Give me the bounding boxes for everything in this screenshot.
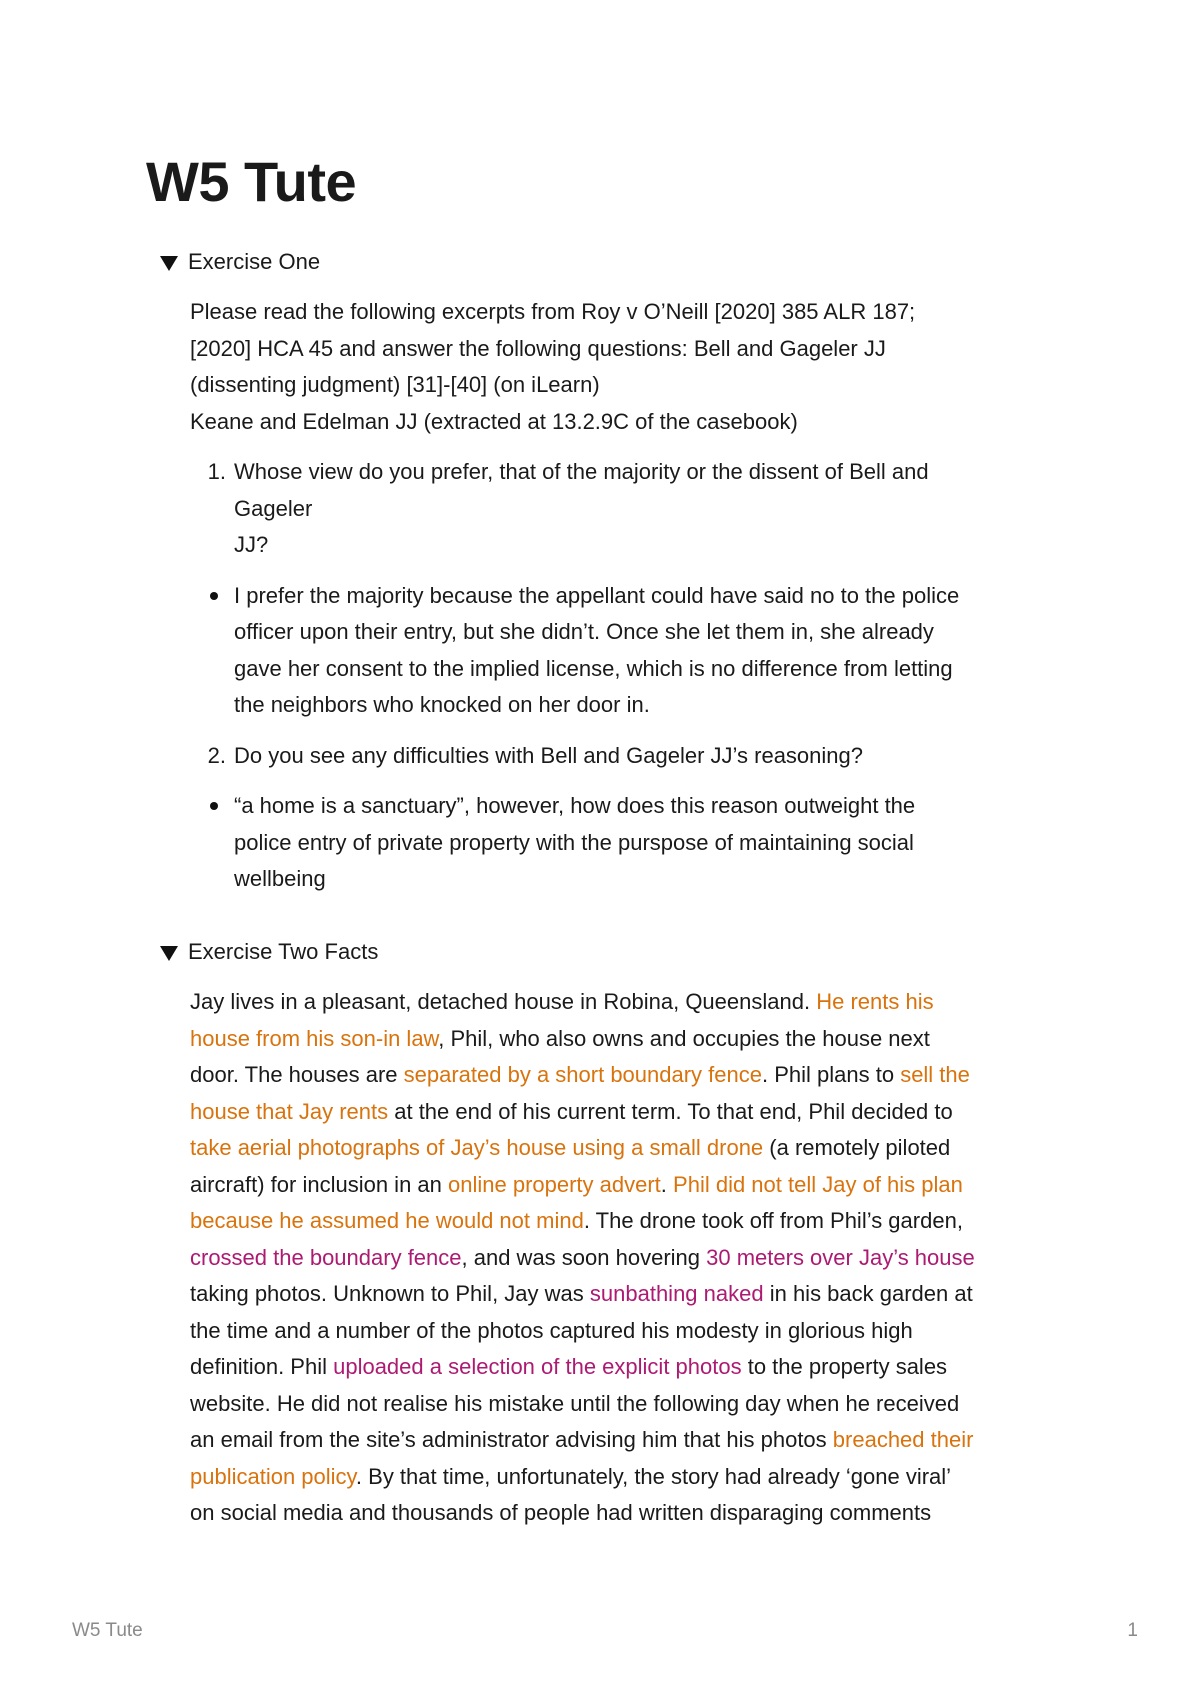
list-number: 2. — [207, 742, 226, 768]
highlighted-text: He rents his — [816, 989, 934, 1014]
facts-text: definition. Phil — [190, 1354, 334, 1379]
answer-2 — [190, 788, 1060, 898]
facts-text: door. The houses are — [190, 1062, 404, 1087]
highlighted-text: 30 meters over Jay’s house — [706, 1244, 975, 1270]
intro-line: Keane and Edelman JJ (extracted at 13.2.9C of the casebook) — [190, 408, 798, 434]
highlighted-text: crossed the boundary fence — [190, 1244, 462, 1270]
question-text: Do you see any difficulties with Bell and Gageler JJ’s reasoning? — [234, 742, 863, 768]
facts-line — [190, 1021, 1060, 1058]
toggle-triangle-icon[interactable] — [160, 256, 178, 271]
intro-paragraph — [190, 294, 1060, 440]
facts-line — [190, 1094, 1060, 1131]
facts-line — [190, 1203, 1060, 1240]
facts-line — [190, 1167, 1060, 1204]
facts-text: . The drone took off from Phil’s garden, — [583, 1208, 963, 1233]
intro-line: Please read the following excerpts from Roy v O’Neill [2020] 385 ALR 187; — [190, 299, 916, 324]
highlighted-text: separated by a short boundary fence — [403, 1062, 762, 1087]
facts-text: . — [660, 1171, 674, 1197]
highlighted-text: Phil did not tell Jay of his plan — [673, 1171, 963, 1197]
facts-text: taking photos. Unknown to Phil, Jay was — [190, 1281, 590, 1306]
toggle-label: Exercise Two Facts — [188, 939, 379, 964]
facts-text: an email from the site’s administrator advising him that his photos — [190, 1427, 833, 1452]
toggle-triangle-icon[interactable] — [160, 946, 178, 961]
answer-line: police entry of private property with the purspose of maintaining social — [234, 829, 914, 855]
facts-paragraph — [190, 984, 1060, 1532]
footer-title: W5 Tute — [72, 1620, 143, 1641]
question-2 — [190, 738, 1060, 775]
facts-text: to the property sales — [741, 1354, 948, 1379]
facts-text: (a remotely piloted — [763, 1135, 951, 1160]
toggle-exercise-two — [160, 934, 1060, 1532]
highlighted-text: because he assumed he would not mind — [190, 1208, 584, 1233]
intro-line: (dissenting judgment) [31]-[40] (on iLearn) — [190, 372, 600, 397]
answer-line: I prefer the majority because the appellant could have said no to the police — [234, 582, 960, 608]
facts-line — [190, 1057, 1060, 1094]
highlighted-text: house that Jay rents — [190, 1098, 389, 1124]
facts-text: at the end of his current term. To that end, Phil decided to — [388, 1098, 953, 1124]
facts-line — [190, 984, 1060, 1021]
facts-line — [190, 1276, 1060, 1313]
answer-line: “a home is a sanctuary”, however, how does this reason outweight the — [234, 793, 916, 818]
highlighted-text: sell the — [900, 1062, 970, 1087]
highlighted-text: uploaded a selection of the explicit photos — [333, 1354, 742, 1379]
toggle-body-exercise-one — [190, 294, 1060, 898]
facts-line — [190, 1240, 1060, 1277]
facts-text: on social media and thousands of people had written disparaging comments — [190, 1500, 932, 1525]
answer-text — [234, 578, 1060, 724]
question-1 — [190, 454, 1060, 564]
facts-text: website. He did not realise his mistake until the following day when he received — [190, 1390, 960, 1416]
toggle-header-exercise-two[interactable] — [160, 934, 1060, 970]
facts-line — [190, 1313, 1060, 1350]
facts-text: aircraft) for inclusion in an — [190, 1171, 448, 1197]
facts-line — [190, 1386, 1060, 1423]
highlighted-text: sunbathing naked — [589, 1281, 764, 1306]
highlighted-text: take aerial photographs of Jay’s house using a small drone — [190, 1135, 764, 1160]
toggle-header-exercise-one[interactable] — [160, 244, 1060, 280]
intro-line: [2020] HCA 45 and answer the following questions: Bell and Gageler JJ — [190, 335, 886, 361]
page-number: 1 — [1127, 1620, 1138, 1641]
facts-line — [190, 1495, 1060, 1532]
answer-line: the neighbors who knocked on her door in. — [234, 692, 650, 717]
answer-line: gave her consent to the implied license, which is no difference from letting — [234, 655, 953, 681]
bullet-icon — [190, 578, 234, 724]
answer-line: wellbeing — [234, 866, 326, 891]
page-title: W5 Tute — [146, 150, 357, 213]
answer-1 — [190, 578, 1060, 724]
highlighted-text: publication policy — [190, 1463, 356, 1489]
toggle-label: Exercise One — [188, 249, 321, 274]
facts-line — [190, 1349, 1060, 1386]
facts-text: . Phil plans to — [762, 1062, 901, 1087]
facts-text: , Phil, who also owns and occupies the house next — [438, 1025, 930, 1051]
facts-text: , and was soon hovering — [461, 1244, 707, 1270]
facts-line — [190, 1422, 1060, 1459]
facts-line — [190, 1459, 1060, 1496]
question-text — [234, 454, 1060, 564]
toggle-exercise-one — [160, 244, 1060, 898]
facts-text: the time and a number of the photos captured his modesty in glorious high — [190, 1317, 913, 1343]
facts-line — [190, 1130, 1060, 1167]
bullet-icon — [190, 788, 234, 898]
list-number: 1. — [207, 459, 226, 484]
question-line: Whose view do you prefer, that of the majority or the dissent of Bell and — [234, 459, 929, 484]
question-line: JJ? — [234, 532, 269, 557]
facts-text: Jay lives in a pleasant, detached house in Robina, Queensland. — [190, 989, 817, 1014]
facts-text: . By that time, unfortunately, the story had already ‘gone viral’ — [355, 1463, 952, 1489]
highlighted-text: house from his son-in law — [190, 1025, 439, 1051]
answer-text — [234, 788, 1060, 898]
facts-text: in his back garden at — [763, 1281, 973, 1306]
highlighted-text: breached their — [832, 1427, 974, 1452]
highlighted-text: online property advert — [448, 1171, 661, 1197]
answer-line: officer upon their entry, but she didn’t. Once she let them in, she already — [234, 619, 934, 644]
question-line: Gageler — [234, 495, 313, 521]
